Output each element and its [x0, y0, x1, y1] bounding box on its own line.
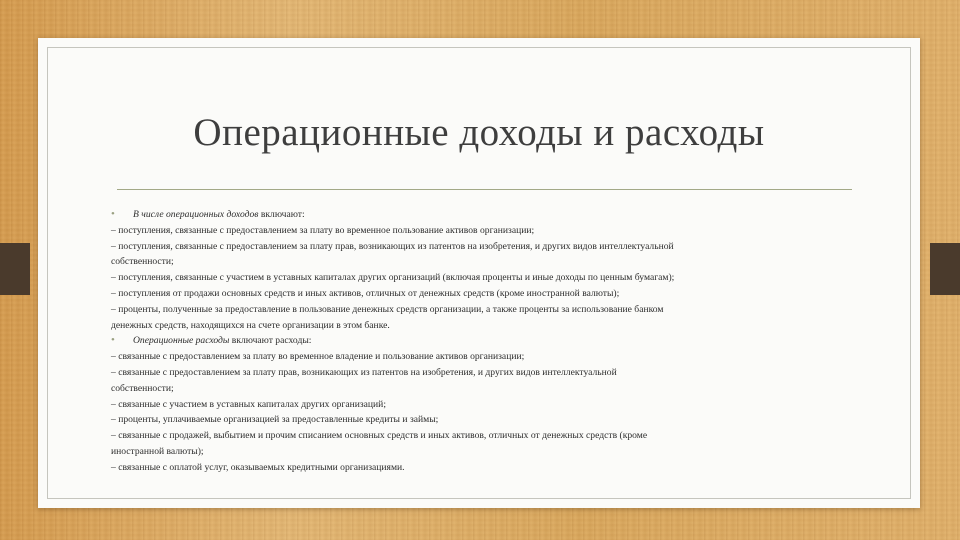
income-line: – поступления, связанные с предоставлением за плату прав, возникающих из патентов на изобретения, и других видов интеллектуальной	[111, 240, 674, 252]
expenses-line: – проценты, уплачиваемые организацией за предоставленные кредиты и займы;	[111, 414, 439, 426]
income-line: – проценты, полученные за предоставление в пользование денежных средств организации, а также проценты за использование банком	[111, 303, 664, 315]
income-line: денежных средств, находящихся на счете организации в этом банке.	[111, 319, 390, 331]
left-side-tab	[0, 243, 30, 295]
expenses-line: – связанные с оплатой услуг, оказываемых кредитными организациями.	[111, 461, 405, 473]
slide-title: Операционные доходы и расходы	[193, 111, 765, 154]
expenses-line: собственности;	[111, 382, 174, 394]
title-divider	[117, 189, 852, 190]
expenses-intro-italic: Операционные расходы	[133, 335, 230, 347]
expenses-line: – связанные с предоставлением за плату прав, возникающих из патентов на изобретения, и других видов интеллектуальной	[111, 366, 617, 378]
expenses-intro-rest: включают расходы:	[229, 335, 312, 347]
right-side-tab	[930, 243, 960, 295]
income-line: – поступления от продажи основных средств и иных активов, отличных от денежных средств (кроме иностранной валюты);	[111, 287, 620, 299]
expenses-intro	[111, 333, 856, 349]
income-intro	[111, 207, 856, 223]
expenses-line: – связанные с участием в уставных капиталах других организаций;	[111, 398, 386, 410]
income-line: – поступления, связанные с предоставлением за плату во временное пользование активов организации;	[111, 224, 535, 236]
income-intro-italic: В числе операционных доходов	[133, 209, 259, 220]
expenses-line: – связанные с продажей, выбытием и прочим списанием основных средств и иных активов, отличных от денежных средств (кроме	[111, 430, 648, 442]
income-line: собственности;	[111, 256, 174, 268]
expenses-line: иностранной валюты);	[111, 445, 204, 457]
bullet-icon: •	[111, 208, 115, 220]
slide-body	[111, 207, 856, 476]
expenses-line: – связанные с предоставлением за плату во временное владение и пользование активов организации;	[111, 351, 525, 363]
income-intro-rest: включают:	[258, 209, 305, 220]
income-line: – поступления, связанные с участием в уставных капиталах других организаций (включая проценты и иные доходы по ценным бумагам);	[111, 272, 675, 284]
bullet-icon: •	[111, 334, 115, 347]
slide	[38, 38, 920, 508]
